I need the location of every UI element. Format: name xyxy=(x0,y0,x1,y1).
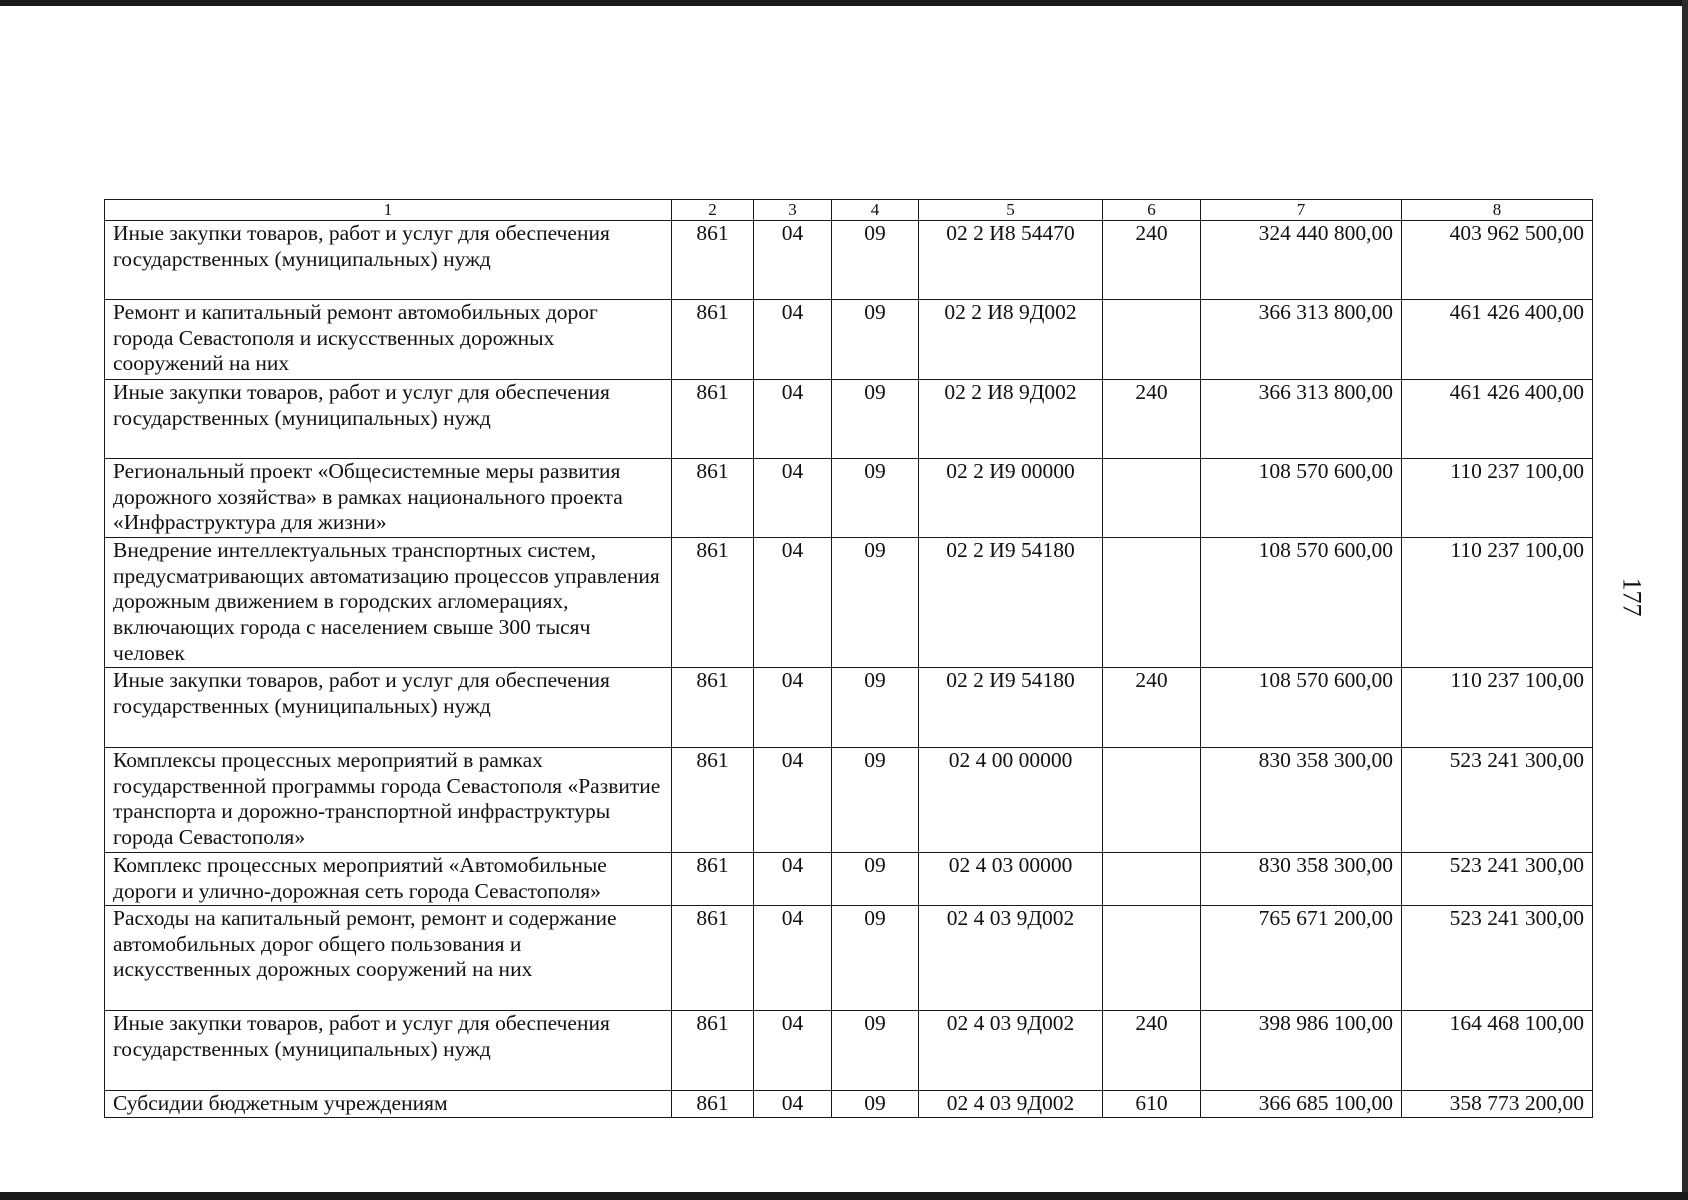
table-row xyxy=(105,748,1593,853)
row-name: Региональный проект «Общесистемные меры развития дорожного хозяйства» в рамках национального проекта «Инфраструктура для жизни» xyxy=(105,459,672,538)
row-c5: 02 2 И9 54180 xyxy=(919,668,1103,748)
row-c5: 02 4 03 9Д002 xyxy=(919,906,1103,1011)
scan-bottom-border xyxy=(0,1192,1688,1200)
table-row xyxy=(105,538,1593,668)
row-name: Субсидии бюджетным учреждениям xyxy=(105,1091,672,1118)
row-c8: 110 237 100,00 xyxy=(1402,459,1593,538)
row-name: Иные закупки товаров, работ и услуг для обеспечения государственных (муниципальных) нужд xyxy=(105,221,672,300)
row-c7: 398 986 100,00 xyxy=(1201,1011,1402,1091)
row-c8: 461 426 400,00 xyxy=(1402,380,1593,459)
row-name: Комплекс процессных мероприятий «Автомобильные дороги и улично-дорожная сеть города Севастополя» xyxy=(105,853,672,906)
row-c2: 861 xyxy=(672,1011,754,1091)
row-c6: 240 xyxy=(1103,1011,1201,1091)
row-name: Внедрение интеллектуальных транспортных систем, предусматривающих автоматизацию процессов управления дорожным движением в городских агломерациях, включающих города с населением свыше 300 тысяч человек xyxy=(105,538,672,668)
row-c7: 366 685 100,00 xyxy=(1201,1091,1402,1118)
row-c5: 02 4 03 00000 xyxy=(919,853,1103,906)
row-c4: 09 xyxy=(832,1091,919,1118)
row-c8: 110 237 100,00 xyxy=(1402,538,1593,668)
row-c4: 09 xyxy=(832,1011,919,1091)
row-c2: 861 xyxy=(672,748,754,853)
row-c7: 324 440 800,00 xyxy=(1201,221,1402,300)
row-c5: 02 4 03 9Д002 xyxy=(919,1011,1103,1091)
row-c2: 861 xyxy=(672,853,754,906)
page-number: 177 xyxy=(1617,577,1647,617)
row-c3: 04 xyxy=(754,380,832,459)
row-c7: 830 358 300,00 xyxy=(1201,853,1402,906)
row-c2: 861 xyxy=(672,459,754,538)
row-c6 xyxy=(1103,748,1201,853)
table-row xyxy=(105,853,1593,906)
row-c6: 240 xyxy=(1103,380,1201,459)
table-row xyxy=(105,1091,1593,1118)
table-row xyxy=(105,1011,1593,1091)
row-c8: 110 237 100,00 xyxy=(1402,668,1593,748)
row-c2: 861 xyxy=(672,668,754,748)
row-c4: 09 xyxy=(832,853,919,906)
row-c3: 04 xyxy=(754,300,832,380)
row-c2: 861 xyxy=(672,380,754,459)
row-c2: 861 xyxy=(672,1091,754,1118)
header-row xyxy=(105,200,1593,221)
row-c7: 366 313 800,00 xyxy=(1201,300,1402,380)
row-c5: 02 2 И8 9Д002 xyxy=(919,300,1103,380)
row-c3: 04 xyxy=(754,538,832,668)
header-col-3: 3 xyxy=(754,200,832,221)
row-name: Комплексы процессных мероприятий в рамках государственной программы города Севастополя «Развитие транспорта и дорожно-транспортной инфраструктуры города Севастополя» xyxy=(105,748,672,853)
header-col-1: 1 xyxy=(105,200,672,221)
row-c4: 09 xyxy=(832,300,919,380)
row-c2: 861 xyxy=(672,906,754,1011)
row-c3: 04 xyxy=(754,906,832,1011)
budget-table xyxy=(104,199,1593,1118)
row-c7: 765 671 200,00 xyxy=(1201,906,1402,1011)
row-c4: 09 xyxy=(832,906,919,1011)
row-c5: 02 2 И8 54470 xyxy=(919,221,1103,300)
header-col-2: 2 xyxy=(672,200,754,221)
row-c8: 461 426 400,00 xyxy=(1402,300,1593,380)
row-c7: 108 570 600,00 xyxy=(1201,459,1402,538)
row-name: Иные закупки товаров, работ и услуг для обеспечения государственных (муниципальных) нужд xyxy=(105,668,672,748)
row-c8: 523 241 300,00 xyxy=(1402,853,1593,906)
row-c8: 358 773 200,00 xyxy=(1402,1091,1593,1118)
row-c3: 04 xyxy=(754,459,832,538)
row-name: Ремонт и капитальный ремонт автомобильных дорог города Севастополя и искусственных дорожных сооружений на них xyxy=(105,300,672,380)
row-c7: 108 570 600,00 xyxy=(1201,668,1402,748)
row-c5: 02 2 И9 54180 xyxy=(919,538,1103,668)
row-c4: 09 xyxy=(832,459,919,538)
row-c5: 02 4 00 00000 xyxy=(919,748,1103,853)
row-c8: 523 241 300,00 xyxy=(1402,748,1593,853)
scan-top-border xyxy=(0,0,1688,6)
header-col-8: 8 xyxy=(1402,200,1593,221)
row-c8: 403 962 500,00 xyxy=(1402,221,1593,300)
header-col-5: 5 xyxy=(919,200,1103,221)
row-c6: 240 xyxy=(1103,668,1201,748)
row-name: Иные закупки товаров, работ и услуг для обеспечения государственных (муниципальных) нужд xyxy=(105,1011,672,1091)
table-row xyxy=(105,668,1593,748)
header-col-4: 4 xyxy=(832,200,919,221)
row-c5: 02 2 И9 00000 xyxy=(919,459,1103,538)
row-c2: 861 xyxy=(672,538,754,668)
table-row xyxy=(105,221,1593,300)
row-name: Иные закупки товаров, работ и услуг для обеспечения государственных (муниципальных) нужд xyxy=(105,380,672,459)
row-c5: 02 4 03 9Д002 xyxy=(919,1091,1103,1118)
row-c7: 366 313 800,00 xyxy=(1201,380,1402,459)
row-c2: 861 xyxy=(672,221,754,300)
table-row xyxy=(105,380,1593,459)
row-c3: 04 xyxy=(754,748,832,853)
row-c6 xyxy=(1103,853,1201,906)
row-c6 xyxy=(1103,300,1201,380)
row-c3: 04 xyxy=(754,853,832,906)
scan-right-edge xyxy=(1682,0,1688,1200)
table-row xyxy=(105,906,1593,1011)
table-header xyxy=(105,200,1593,221)
row-c6 xyxy=(1103,459,1201,538)
row-c8: 523 241 300,00 xyxy=(1402,906,1593,1011)
row-c6: 610 xyxy=(1103,1091,1201,1118)
row-c3: 04 xyxy=(754,1091,832,1118)
row-name: Расходы на капитальный ремонт, ремонт и содержание автомобильных дорог общего пользования и искусственных дорожных сооружений на них xyxy=(105,906,672,1011)
row-c4: 09 xyxy=(832,748,919,853)
row-c4: 09 xyxy=(832,380,919,459)
header-col-7: 7 xyxy=(1201,200,1402,221)
row-c3: 04 xyxy=(754,668,832,748)
row-c6: 240 xyxy=(1103,221,1201,300)
table-row xyxy=(105,459,1593,538)
row-c6 xyxy=(1103,906,1201,1011)
row-c8: 164 468 100,00 xyxy=(1402,1011,1593,1091)
row-c4: 09 xyxy=(832,668,919,748)
row-c7: 108 570 600,00 xyxy=(1201,538,1402,668)
row-c7: 830 358 300,00 xyxy=(1201,748,1402,853)
row-c4: 09 xyxy=(832,221,919,300)
row-c3: 04 xyxy=(754,1011,832,1091)
header-col-6: 6 xyxy=(1103,200,1201,221)
row-c2: 861 xyxy=(672,300,754,380)
table-row xyxy=(105,300,1593,380)
row-c3: 04 xyxy=(754,221,832,300)
row-c4: 09 xyxy=(832,538,919,668)
table-body xyxy=(105,221,1593,1118)
row-c6 xyxy=(1103,538,1201,668)
row-c5: 02 2 И8 9Д002 xyxy=(919,380,1103,459)
